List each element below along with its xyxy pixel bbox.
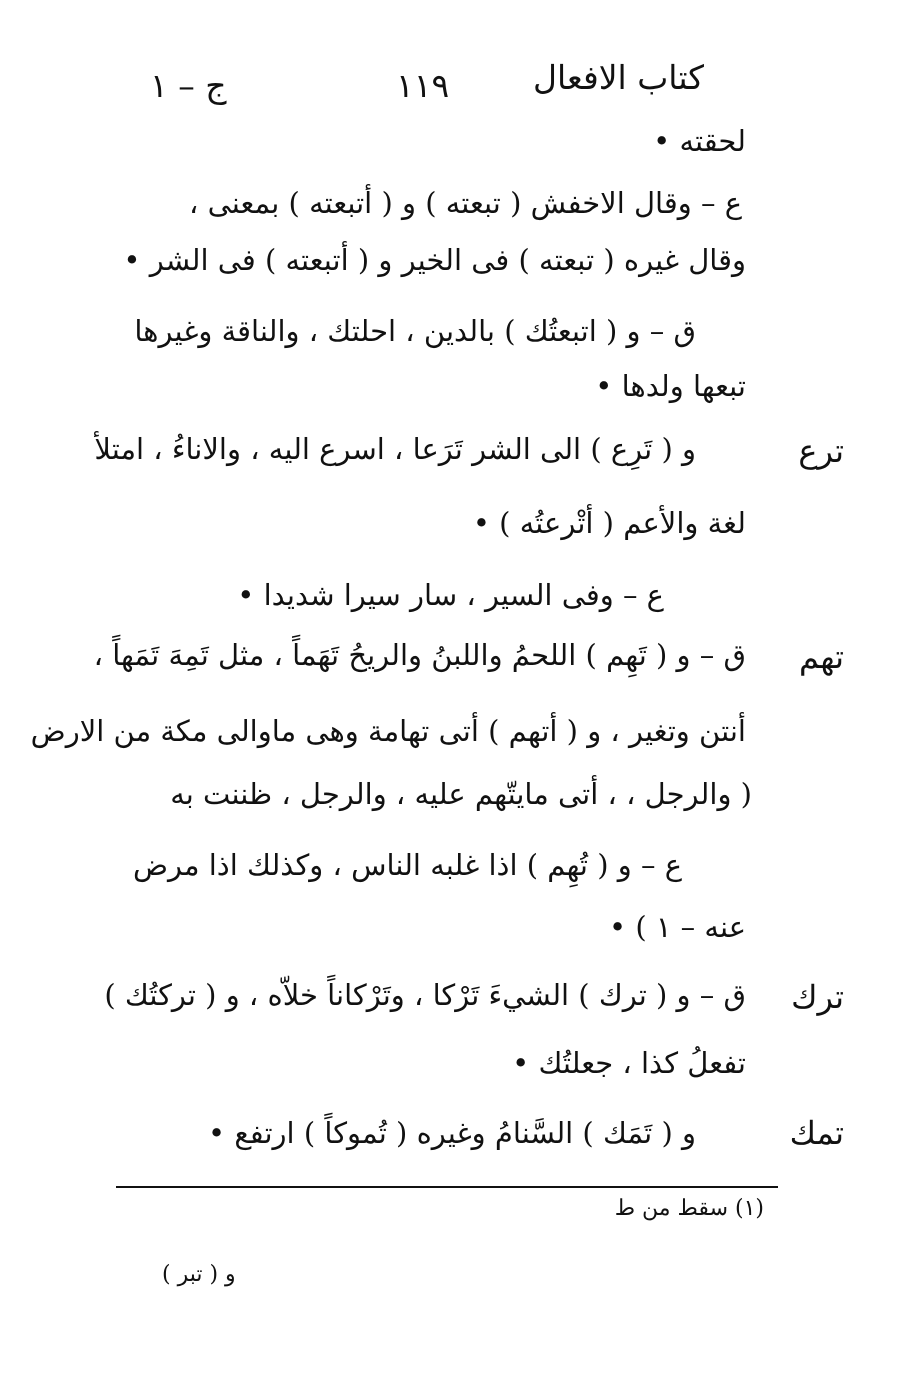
text-line: تفعلُ كذا ، جعلتُك • <box>512 1046 746 1080</box>
text-line: و ( تَمَك ) السَّنامُ وغيره ( تُموكاً ) ارتفع • <box>208 1116 696 1150</box>
text-line: ع – وفى السير ، سار سيرا شديدا • <box>237 578 664 612</box>
text-line: ق – و ( اتبعتُك ) بالدين ، احلتك ، والناقة وغيرها <box>134 314 696 348</box>
text-line: ق – و ( تَهِم ) اللحمُ واللبنُ والريحُ تَهَماً ، مثل تَمِهَ تَمَهاً ، <box>93 638 746 672</box>
text-line: وقال غيره ( تبعته ) فى الخير و ( أتبعته ) فى الشر • <box>123 243 746 277</box>
text-line: ع – و ( تُهِم ) اذا غلبه الناس ، وكذلك اذا مرض <box>132 848 682 882</box>
text-line: لغة والأعم ( أتْرعتُه ) • <box>472 506 746 540</box>
footnote: (١) سقط من ط <box>614 1196 764 1221</box>
text-line: عنه – ١ ) • <box>609 910 746 944</box>
margin-root-tara: ترع <box>798 432 844 470</box>
book-title: كتاب الافعال <box>533 58 704 97</box>
text-line: ( والرجل ، ، أتى مايتّهم عليه ، والرجل ، ظننت به <box>170 777 752 811</box>
margin-root-taraka: ترك <box>791 978 844 1016</box>
volume-label: ج – ١ <box>150 66 227 105</box>
text-line: تبعها ولدها • <box>595 369 746 403</box>
catchword: و ( تبر ) <box>162 1262 236 1287</box>
text-line: أنتن وتغير ، و ( أتهم ) أتى تهامة وهى ماوالى مكة من الارض <box>30 714 746 748</box>
text-line: و ( تَرِع ) الى الشر تَرَعا ، اسرع اليه ، والاناءُ ، امتلأ <box>94 432 696 466</box>
text-line: ع – وقال الاخفش ( تبعته ) و ( أتبعته ) بمعنى ، <box>188 186 742 220</box>
text-line: لحقته • <box>653 124 746 158</box>
margin-root-tahama: تهم <box>799 638 844 676</box>
margin-root-tamaka: تمك <box>789 1114 844 1152</box>
page-number: ١١٩ <box>396 66 450 105</box>
text-line: ق – و ( ترك ) الشيءَ تَرْكا ، وتَرْكاناً خلاّه ، و ( تركتُك ) <box>104 978 746 1012</box>
footnote-rule <box>116 1186 778 1188</box>
